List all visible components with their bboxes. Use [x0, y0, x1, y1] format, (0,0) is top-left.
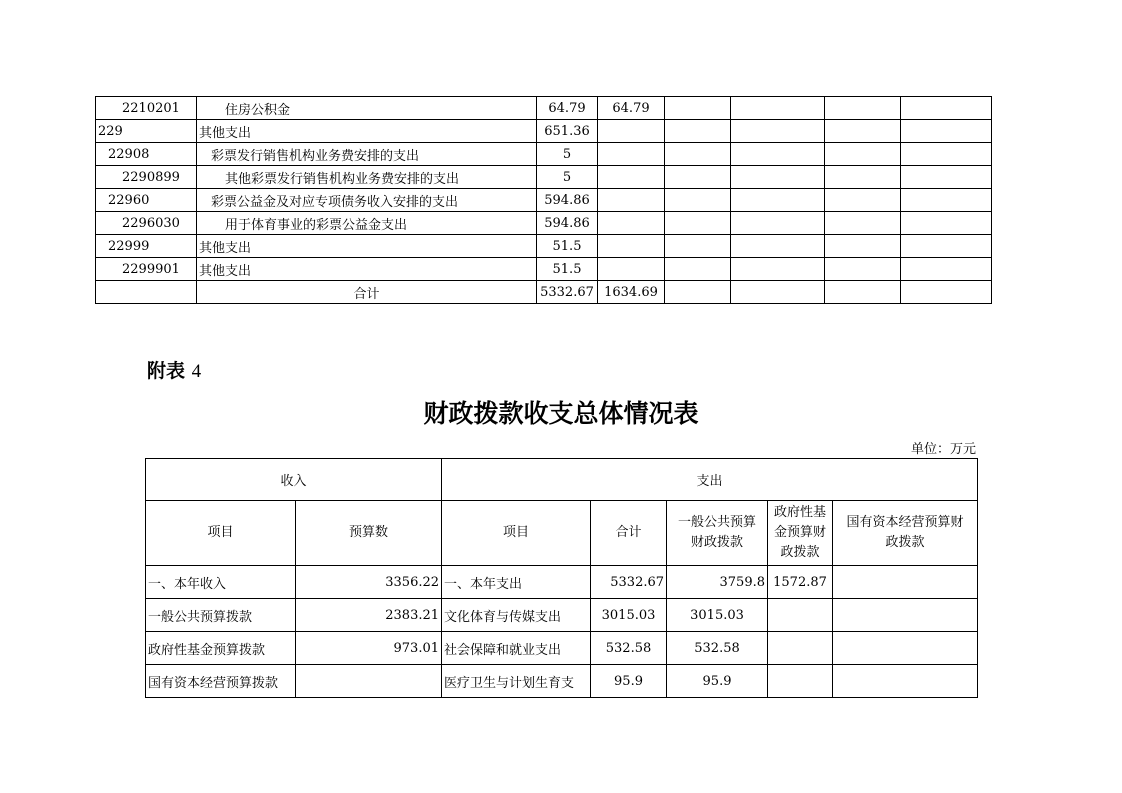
row-basic: 64.79 — [598, 97, 665, 120]
row-code: 2210201 — [96, 97, 197, 120]
row-cell — [825, 166, 901, 189]
income-item-header: 项目 — [146, 501, 296, 566]
income-budget — [296, 665, 442, 698]
income-budget-header: 预算数 — [296, 501, 442, 566]
row-code: 2296030 — [96, 212, 197, 235]
row-total: 64.79 — [537, 97, 598, 120]
expense-total: 3015.03 — [591, 599, 667, 632]
gov-fund-value — [768, 665, 833, 698]
expense-item: 一、本年支出 — [442, 566, 591, 599]
row-basic — [598, 212, 665, 235]
table-row — [96, 143, 992, 166]
table-row — [96, 97, 992, 120]
total-row — [96, 281, 992, 304]
row-total: 594.86 — [537, 212, 598, 235]
row-basic — [598, 166, 665, 189]
header-row — [146, 459, 978, 501]
row-basic — [598, 258, 665, 281]
income-item: 一般公共预算拨款 — [146, 599, 296, 632]
row-cell — [731, 258, 825, 281]
row-code: 2299901 — [96, 258, 197, 281]
gov-fund-value: 1572.87 — [768, 566, 833, 599]
row-cell — [665, 166, 731, 189]
row-cell — [665, 212, 731, 235]
row-code: 229 — [96, 120, 197, 143]
row-cell — [901, 281, 992, 304]
state-capital-value — [833, 599, 978, 632]
table-row — [96, 235, 992, 258]
row-cell — [825, 120, 901, 143]
expense-item: 医疗卫生与计划生育支 — [442, 665, 591, 698]
row-name: 其他彩票发行销售机构业务费安排的支出 — [197, 166, 537, 189]
state-capital-value — [833, 632, 978, 665]
income-budget: 2383.21 — [296, 599, 442, 632]
row-cell — [825, 212, 901, 235]
row-total: 5 — [537, 143, 598, 166]
row-total: 51.5 — [537, 258, 598, 281]
row-name: 住房公积金 — [197, 97, 537, 120]
expense-item: 社会保障和就业支出 — [442, 632, 591, 665]
table-row — [96, 166, 992, 189]
income-item: 政府性基金预算拨款 — [146, 632, 296, 665]
row-cell — [901, 212, 992, 235]
row-total: 651.36 — [537, 120, 598, 143]
row-cell — [901, 166, 992, 189]
row-cell — [825, 281, 901, 304]
row-cell — [665, 258, 731, 281]
row-cell — [665, 189, 731, 212]
income-item: 一、本年收入 — [146, 566, 296, 599]
table-row — [146, 632, 978, 665]
row-code: 2290899 — [96, 166, 197, 189]
total-basic: 1634.69 — [598, 281, 665, 304]
gov-fund-value — [768, 632, 833, 665]
total-value: 5332.67 — [537, 281, 598, 304]
row-cell — [901, 97, 992, 120]
general-budget-header: 一般公共预算财政拨款 — [667, 501, 768, 566]
row-basic — [598, 143, 665, 166]
row-cell — [825, 189, 901, 212]
state-capital-value — [833, 665, 978, 698]
row-cell — [901, 258, 992, 281]
gov-fund-header: 政府性基金预算财政拨款 — [768, 501, 833, 566]
row-name: 彩票发行销售机构业务费安排的支出 — [197, 143, 537, 166]
table-row — [96, 258, 992, 281]
row-cell — [96, 281, 197, 304]
row-cell — [665, 97, 731, 120]
fiscal-appropriation-summary-table — [145, 458, 978, 698]
total-label: 合计 — [197, 281, 537, 304]
row-name: 其他支出 — [197, 235, 537, 258]
appendix-number: 4 — [191, 361, 202, 382]
income-header: 收入 — [146, 459, 442, 501]
row-cell — [665, 120, 731, 143]
unit-label: 单位：万元 — [910, 442, 976, 457]
general-budget-value: 3759.8 — [667, 566, 768, 599]
row-cell — [731, 235, 825, 258]
row-cell — [901, 143, 992, 166]
table-row — [96, 120, 992, 143]
row-cell — [901, 120, 992, 143]
row-basic — [598, 189, 665, 212]
expense-total: 95.9 — [591, 665, 667, 698]
expense-total-header: 合计 — [591, 501, 667, 566]
general-budget-value: 95.9 — [667, 665, 768, 698]
row-cell — [825, 97, 901, 120]
row-code: 22908 — [96, 143, 197, 166]
table-row — [96, 212, 992, 235]
expense-total: 5332.67 — [591, 566, 667, 599]
income-budget: 973.01 — [296, 632, 442, 665]
expenditure-detail-table — [95, 96, 992, 304]
row-cell — [731, 212, 825, 235]
appendix-label — [147, 356, 201, 383]
income-budget: 3356.22 — [296, 566, 442, 599]
table-row — [146, 599, 978, 632]
expense-total: 532.58 — [591, 632, 667, 665]
row-cell — [731, 189, 825, 212]
row-cell — [825, 258, 901, 281]
row-cell — [731, 143, 825, 166]
gov-fund-value — [768, 599, 833, 632]
expense-item: 文化体育与传媒支出 — [442, 599, 591, 632]
row-cell — [665, 235, 731, 258]
row-total: 594.86 — [537, 189, 598, 212]
row-basic — [598, 235, 665, 258]
table-row — [96, 189, 992, 212]
row-total: 5 — [537, 166, 598, 189]
general-budget-value: 3015.03 — [667, 599, 768, 632]
row-cell — [731, 120, 825, 143]
table-row — [146, 665, 978, 698]
income-item: 国有资本经营预算拨款 — [146, 665, 296, 698]
row-name: 其他支出 — [197, 120, 537, 143]
row-cell — [901, 189, 992, 212]
general-budget-value: 532.58 — [667, 632, 768, 665]
row-total: 51.5 — [537, 235, 598, 258]
row-cell — [665, 143, 731, 166]
state-capital-header: 国有资本经营预算财政拨款 — [833, 501, 978, 566]
row-cell — [731, 166, 825, 189]
subheader-row — [146, 501, 978, 566]
row-cell — [731, 281, 825, 304]
row-code: 22960 — [96, 189, 197, 212]
expense-item-header: 项目 — [442, 501, 591, 566]
row-cell — [731, 97, 825, 120]
page-title: 财政拨款收支总体情况表 — [423, 399, 699, 428]
expense-header: 支出 — [442, 459, 978, 501]
state-capital-value — [833, 566, 978, 599]
appendix-prefix: 附表 — [147, 360, 186, 382]
row-name: 用于体育事业的彩票公益金支出 — [197, 212, 537, 235]
row-name: 其他支出 — [197, 258, 537, 281]
row-cell — [901, 235, 992, 258]
table-row — [146, 566, 978, 599]
row-cell — [665, 281, 731, 304]
row-cell — [825, 235, 901, 258]
row-cell — [825, 143, 901, 166]
row-code: 22999 — [96, 235, 197, 258]
row-basic — [598, 120, 665, 143]
row-name: 彩票公益金及对应专项债务收入安排的支出 — [197, 189, 537, 212]
